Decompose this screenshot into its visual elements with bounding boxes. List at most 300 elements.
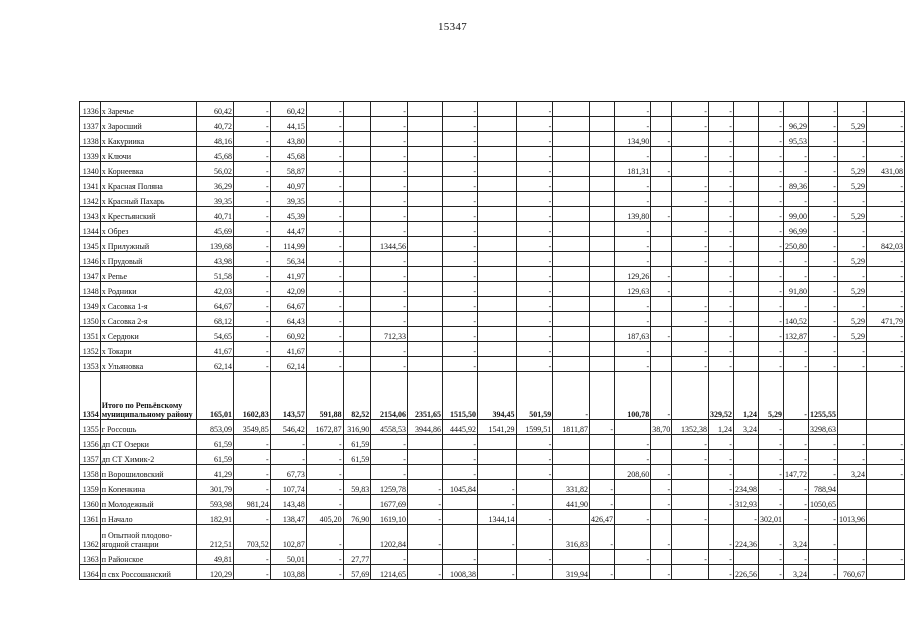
value-cell: - bbox=[233, 147, 270, 162]
table-row bbox=[80, 297, 905, 312]
value-cell: 1344,56 bbox=[371, 237, 408, 252]
value-cell: - bbox=[866, 342, 904, 357]
value-cell: - bbox=[371, 102, 408, 117]
locality-name-cell: х Сердюки bbox=[100, 327, 196, 342]
value-cell: - bbox=[808, 132, 837, 147]
value-cell bbox=[553, 297, 590, 312]
value-cell: - bbox=[708, 480, 733, 495]
value-cell: 1045,84 bbox=[443, 480, 478, 495]
value-cell: 96,29 bbox=[783, 117, 808, 132]
value-cell: 1602,83 bbox=[233, 372, 270, 420]
value-cell: - bbox=[758, 495, 783, 510]
locality-name-cell: х Заречье bbox=[100, 102, 196, 117]
value-cell bbox=[651, 222, 672, 237]
value-cell: - bbox=[614, 237, 650, 252]
value-cell bbox=[651, 510, 672, 525]
value-cell: - bbox=[708, 147, 733, 162]
value-cell: - bbox=[371, 252, 408, 267]
value-cell: - bbox=[589, 565, 614, 580]
value-cell: 426,47 bbox=[589, 510, 614, 525]
value-cell bbox=[783, 102, 808, 117]
value-cell: - bbox=[651, 372, 672, 420]
value-cell bbox=[651, 177, 672, 192]
value-cell: - bbox=[783, 252, 808, 267]
value-cell: - bbox=[516, 267, 553, 282]
value-cell: 27,77 bbox=[343, 550, 371, 565]
table-row bbox=[80, 435, 905, 450]
value-cell: 3,24 bbox=[783, 525, 808, 550]
value-cell bbox=[516, 495, 553, 510]
value-cell: - bbox=[808, 342, 837, 357]
value-cell: 95,53 bbox=[783, 132, 808, 147]
value-cell bbox=[478, 222, 516, 237]
value-cell: - bbox=[758, 252, 783, 267]
value-cell: 43,98 bbox=[196, 252, 233, 267]
value-cell bbox=[651, 147, 672, 162]
value-cell: 44,15 bbox=[270, 117, 306, 132]
row-number-cell: 1353 bbox=[80, 357, 101, 372]
value-cell: - bbox=[758, 327, 783, 342]
value-cell: - bbox=[407, 480, 442, 495]
locality-name-cell: х Красная Поляна bbox=[100, 177, 196, 192]
value-cell: - bbox=[708, 267, 733, 282]
value-cell: - bbox=[708, 495, 733, 510]
value-cell: - bbox=[758, 177, 783, 192]
value-cell: - bbox=[306, 132, 343, 147]
value-cell: - bbox=[443, 207, 478, 222]
value-cell: 1811,87 bbox=[553, 420, 590, 435]
value-cell: - bbox=[866, 465, 904, 480]
value-cell: - bbox=[614, 192, 650, 207]
value-cell: - bbox=[371, 450, 408, 465]
value-cell: 140,52 bbox=[783, 312, 808, 327]
value-cell: 2351,65 bbox=[407, 372, 442, 420]
value-cell bbox=[553, 252, 590, 267]
value-cell: - bbox=[708, 102, 733, 117]
value-cell: - bbox=[837, 435, 866, 450]
value-cell: - bbox=[443, 237, 478, 252]
table-row bbox=[80, 132, 905, 147]
value-cell: 61,59 bbox=[196, 435, 233, 450]
table-row bbox=[80, 357, 905, 372]
value-cell: - bbox=[443, 342, 478, 357]
value-cell bbox=[553, 192, 590, 207]
value-cell: - bbox=[407, 510, 442, 525]
value-cell: 138,47 bbox=[270, 510, 306, 525]
value-cell: 1515,50 bbox=[443, 372, 478, 420]
table-row bbox=[80, 117, 905, 132]
value-cell: - bbox=[708, 342, 733, 357]
value-cell: 40,97 bbox=[270, 177, 306, 192]
value-cell: - bbox=[783, 550, 808, 565]
row-number-cell: 1356 bbox=[80, 435, 101, 450]
value-cell: 853,09 bbox=[196, 420, 233, 435]
value-cell: 405,20 bbox=[306, 510, 343, 525]
value-cell bbox=[407, 192, 442, 207]
value-cell: - bbox=[758, 480, 783, 495]
value-cell: - bbox=[708, 450, 733, 465]
value-cell: - bbox=[614, 342, 650, 357]
value-cell: - bbox=[407, 525, 442, 550]
value-cell bbox=[407, 102, 442, 117]
value-cell: - bbox=[708, 327, 733, 342]
value-cell: - bbox=[808, 177, 837, 192]
value-cell: 1013,96 bbox=[837, 510, 866, 525]
value-cell: - bbox=[808, 147, 837, 162]
value-cell: - bbox=[837, 297, 866, 312]
value-cell: - bbox=[233, 357, 270, 372]
value-cell: 45,39 bbox=[270, 207, 306, 222]
row-number-cell: 1349 bbox=[80, 297, 101, 312]
value-cell: - bbox=[516, 222, 553, 237]
value-cell: - bbox=[808, 565, 837, 580]
value-cell: - bbox=[866, 550, 904, 565]
locality-name-cell: х Репье bbox=[100, 267, 196, 282]
value-cell: 120,29 bbox=[196, 565, 233, 580]
value-cell: - bbox=[371, 177, 408, 192]
value-cell: - bbox=[708, 282, 733, 297]
value-cell: 100,78 bbox=[614, 372, 650, 420]
value-cell bbox=[478, 357, 516, 372]
value-cell: - bbox=[516, 192, 553, 207]
value-cell: - bbox=[233, 132, 270, 147]
value-cell: - bbox=[866, 102, 904, 117]
value-cell bbox=[407, 177, 442, 192]
value-cell: 60,42 bbox=[270, 102, 306, 117]
value-cell: - bbox=[371, 357, 408, 372]
table-row bbox=[80, 177, 905, 192]
value-cell: - bbox=[306, 192, 343, 207]
value-cell: 1619,10 bbox=[371, 510, 408, 525]
value-cell: - bbox=[708, 222, 733, 237]
value-cell bbox=[837, 372, 866, 420]
value-cell bbox=[589, 147, 614, 162]
value-cell bbox=[553, 132, 590, 147]
value-cell: 134,90 bbox=[614, 132, 650, 147]
value-cell: 165,01 bbox=[196, 372, 233, 420]
row-number-cell: 1360 bbox=[80, 495, 101, 510]
value-cell bbox=[343, 312, 371, 327]
value-cell bbox=[866, 372, 904, 420]
value-cell bbox=[343, 267, 371, 282]
value-cell: - bbox=[589, 525, 614, 550]
value-cell: 60,92 bbox=[270, 327, 306, 342]
value-cell: - bbox=[516, 237, 553, 252]
value-cell: 546,42 bbox=[270, 420, 306, 435]
value-cell: 1259,78 bbox=[371, 480, 408, 495]
row-number-cell: 1358 bbox=[80, 465, 101, 480]
value-cell bbox=[407, 312, 442, 327]
value-cell: 471,79 bbox=[866, 312, 904, 327]
value-cell: 760,67 bbox=[837, 565, 866, 580]
row-number-cell: 1355 bbox=[80, 420, 101, 435]
value-cell: - bbox=[651, 327, 672, 342]
value-cell bbox=[478, 117, 516, 132]
value-cell: - bbox=[783, 147, 808, 162]
value-cell: - bbox=[614, 252, 650, 267]
value-cell bbox=[733, 237, 758, 252]
table-row bbox=[80, 495, 905, 510]
value-cell bbox=[407, 435, 442, 450]
value-cell: - bbox=[808, 357, 837, 372]
value-cell: - bbox=[516, 312, 553, 327]
table-row bbox=[80, 510, 905, 525]
value-cell: - bbox=[589, 420, 614, 435]
value-cell: - bbox=[233, 117, 270, 132]
value-cell bbox=[733, 222, 758, 237]
value-cell: 114,99 bbox=[270, 237, 306, 252]
value-cell: - bbox=[708, 207, 733, 222]
value-cell bbox=[478, 237, 516, 252]
value-cell bbox=[589, 162, 614, 177]
value-cell: 41,29 bbox=[196, 465, 233, 480]
value-cell bbox=[478, 550, 516, 565]
locality-name-cell: х Сасовка 1-я bbox=[100, 297, 196, 312]
value-cell: 181,31 bbox=[614, 162, 650, 177]
value-cell bbox=[407, 252, 442, 267]
value-cell bbox=[343, 102, 371, 117]
row-number-cell: 1342 bbox=[80, 192, 101, 207]
value-cell bbox=[672, 372, 709, 420]
value-cell: - bbox=[758, 297, 783, 312]
value-cell: - bbox=[516, 465, 553, 480]
value-cell: - bbox=[866, 450, 904, 465]
value-cell: - bbox=[371, 550, 408, 565]
value-cell bbox=[343, 132, 371, 147]
value-cell: - bbox=[866, 252, 904, 267]
value-cell: - bbox=[306, 252, 343, 267]
value-cell: - bbox=[614, 357, 650, 372]
value-cell: - bbox=[233, 237, 270, 252]
value-cell bbox=[407, 267, 442, 282]
value-cell: - bbox=[407, 495, 442, 510]
value-cell bbox=[651, 237, 672, 252]
value-cell: - bbox=[783, 342, 808, 357]
value-cell: - bbox=[837, 222, 866, 237]
value-cell: - bbox=[651, 525, 672, 550]
table-row bbox=[80, 237, 905, 252]
value-cell: 41,67 bbox=[270, 342, 306, 357]
value-cell: - bbox=[589, 480, 614, 495]
value-cell: - bbox=[306, 435, 343, 450]
value-cell: 58,87 bbox=[270, 162, 306, 177]
value-cell: - bbox=[866, 435, 904, 450]
table-row bbox=[80, 312, 905, 327]
value-cell: - bbox=[651, 162, 672, 177]
value-cell bbox=[614, 525, 650, 550]
value-cell bbox=[553, 147, 590, 162]
value-cell: 139,68 bbox=[196, 237, 233, 252]
value-cell: 61,59 bbox=[343, 435, 371, 450]
value-cell: 67,73 bbox=[270, 465, 306, 480]
value-cell: - bbox=[808, 510, 837, 525]
value-cell: 129,63 bbox=[614, 282, 650, 297]
row-number-cell: 1362 bbox=[80, 525, 101, 550]
value-cell bbox=[708, 510, 733, 525]
value-cell: - bbox=[808, 450, 837, 465]
value-cell: - bbox=[443, 312, 478, 327]
value-cell: - bbox=[837, 237, 866, 252]
value-cell bbox=[553, 342, 590, 357]
value-cell: - bbox=[808, 222, 837, 237]
value-cell bbox=[478, 102, 516, 117]
value-cell: - bbox=[672, 177, 709, 192]
value-cell bbox=[343, 252, 371, 267]
value-cell: 3549,85 bbox=[233, 420, 270, 435]
value-cell: 5,29 bbox=[837, 327, 866, 342]
value-cell: - bbox=[837, 357, 866, 372]
value-cell: 56,02 bbox=[196, 162, 233, 177]
value-cell: - bbox=[708, 357, 733, 372]
value-cell: - bbox=[672, 510, 709, 525]
value-cell bbox=[343, 495, 371, 510]
value-cell: 224,36 bbox=[733, 525, 758, 550]
value-cell: - bbox=[614, 102, 650, 117]
value-cell: - bbox=[758, 420, 783, 435]
value-cell bbox=[614, 495, 650, 510]
value-cell bbox=[672, 282, 709, 297]
value-cell: 319,94 bbox=[553, 565, 590, 580]
row-number-cell: 1337 bbox=[80, 117, 101, 132]
value-cell: - bbox=[233, 222, 270, 237]
value-cell: 226,56 bbox=[733, 565, 758, 580]
value-cell: - bbox=[407, 565, 442, 580]
value-cell: - bbox=[306, 267, 343, 282]
value-cell: - bbox=[371, 267, 408, 282]
value-cell bbox=[553, 510, 590, 525]
value-cell bbox=[733, 102, 758, 117]
value-cell bbox=[733, 252, 758, 267]
value-cell: 3,24 bbox=[837, 465, 866, 480]
value-cell: - bbox=[516, 327, 553, 342]
value-cell: - bbox=[758, 282, 783, 297]
value-cell: - bbox=[306, 450, 343, 465]
value-cell bbox=[407, 207, 442, 222]
value-cell: - bbox=[516, 117, 553, 132]
row-number-cell: 1357 bbox=[80, 450, 101, 465]
value-cell: - bbox=[306, 312, 343, 327]
value-cell bbox=[866, 480, 904, 495]
value-cell: - bbox=[783, 267, 808, 282]
value-cell: - bbox=[614, 450, 650, 465]
value-cell bbox=[343, 147, 371, 162]
value-cell bbox=[651, 357, 672, 372]
value-cell: - bbox=[758, 525, 783, 550]
locality-name-cell: п Копенкина bbox=[100, 480, 196, 495]
value-cell: 703,52 bbox=[233, 525, 270, 550]
value-cell: - bbox=[233, 162, 270, 177]
value-cell: - bbox=[672, 222, 709, 237]
value-cell bbox=[443, 510, 478, 525]
value-cell bbox=[651, 192, 672, 207]
value-cell bbox=[407, 550, 442, 565]
value-cell: 788,94 bbox=[808, 480, 837, 495]
value-cell: - bbox=[306, 327, 343, 342]
value-cell bbox=[733, 450, 758, 465]
value-cell: - bbox=[443, 252, 478, 267]
value-cell: - bbox=[651, 480, 672, 495]
value-cell: 5,29 bbox=[758, 372, 783, 420]
value-cell: - bbox=[306, 207, 343, 222]
value-cell: - bbox=[837, 102, 866, 117]
locality-name-cell: х Сасовка 2-я bbox=[100, 312, 196, 327]
locality-name-cell: п Начало bbox=[100, 510, 196, 525]
value-cell: 62,14 bbox=[270, 357, 306, 372]
value-cell: 64,43 bbox=[270, 312, 306, 327]
value-cell bbox=[478, 147, 516, 162]
value-cell bbox=[553, 222, 590, 237]
value-cell: 49,81 bbox=[196, 550, 233, 565]
value-cell: - bbox=[306, 480, 343, 495]
value-cell: 593,98 bbox=[196, 495, 233, 510]
value-cell: 182,91 bbox=[196, 510, 233, 525]
value-cell: - bbox=[837, 267, 866, 282]
value-cell: - bbox=[808, 237, 837, 252]
table-row bbox=[80, 525, 905, 550]
value-cell: - bbox=[672, 450, 709, 465]
value-cell bbox=[614, 565, 650, 580]
value-cell: 1541,29 bbox=[478, 420, 516, 435]
value-cell: - bbox=[371, 192, 408, 207]
value-cell: 301,79 bbox=[196, 480, 233, 495]
value-cell bbox=[343, 525, 371, 550]
value-cell: 143,48 bbox=[270, 495, 306, 510]
value-cell: - bbox=[758, 132, 783, 147]
value-cell: - bbox=[443, 435, 478, 450]
value-cell bbox=[553, 207, 590, 222]
value-cell: 57,69 bbox=[343, 565, 371, 580]
value-cell: - bbox=[758, 237, 783, 252]
value-cell bbox=[733, 550, 758, 565]
value-cell: 1255,55 bbox=[808, 372, 837, 420]
value-cell: - bbox=[306, 282, 343, 297]
value-cell: - bbox=[233, 282, 270, 297]
value-cell bbox=[866, 510, 904, 525]
value-cell: - bbox=[443, 117, 478, 132]
value-cell: - bbox=[708, 237, 733, 252]
value-cell: - bbox=[614, 147, 650, 162]
value-cell: 501,59 bbox=[516, 372, 553, 420]
value-cell bbox=[589, 372, 614, 420]
value-cell: - bbox=[589, 495, 614, 510]
value-cell bbox=[553, 162, 590, 177]
value-cell bbox=[589, 222, 614, 237]
value-cell: 45,68 bbox=[196, 147, 233, 162]
value-cell: - bbox=[516, 177, 553, 192]
value-cell: - bbox=[614, 435, 650, 450]
value-cell: - bbox=[443, 222, 478, 237]
value-cell bbox=[407, 342, 442, 357]
value-cell: - bbox=[866, 147, 904, 162]
value-cell bbox=[733, 117, 758, 132]
value-cell: 187,63 bbox=[614, 327, 650, 342]
value-cell: 316,90 bbox=[343, 420, 371, 435]
locality-name-cell: х Родники bbox=[100, 282, 196, 297]
value-cell bbox=[672, 207, 709, 222]
value-cell bbox=[733, 132, 758, 147]
value-cell: - bbox=[371, 222, 408, 237]
value-cell: - bbox=[866, 267, 904, 282]
value-cell bbox=[407, 132, 442, 147]
table-row bbox=[80, 550, 905, 565]
value-cell: - bbox=[233, 550, 270, 565]
locality-name-cell: г Россошь bbox=[100, 420, 196, 435]
value-cell: - bbox=[443, 550, 478, 565]
value-cell: - bbox=[614, 222, 650, 237]
value-cell: - bbox=[866, 357, 904, 372]
value-cell bbox=[733, 207, 758, 222]
value-cell: 1344,14 bbox=[478, 510, 516, 525]
